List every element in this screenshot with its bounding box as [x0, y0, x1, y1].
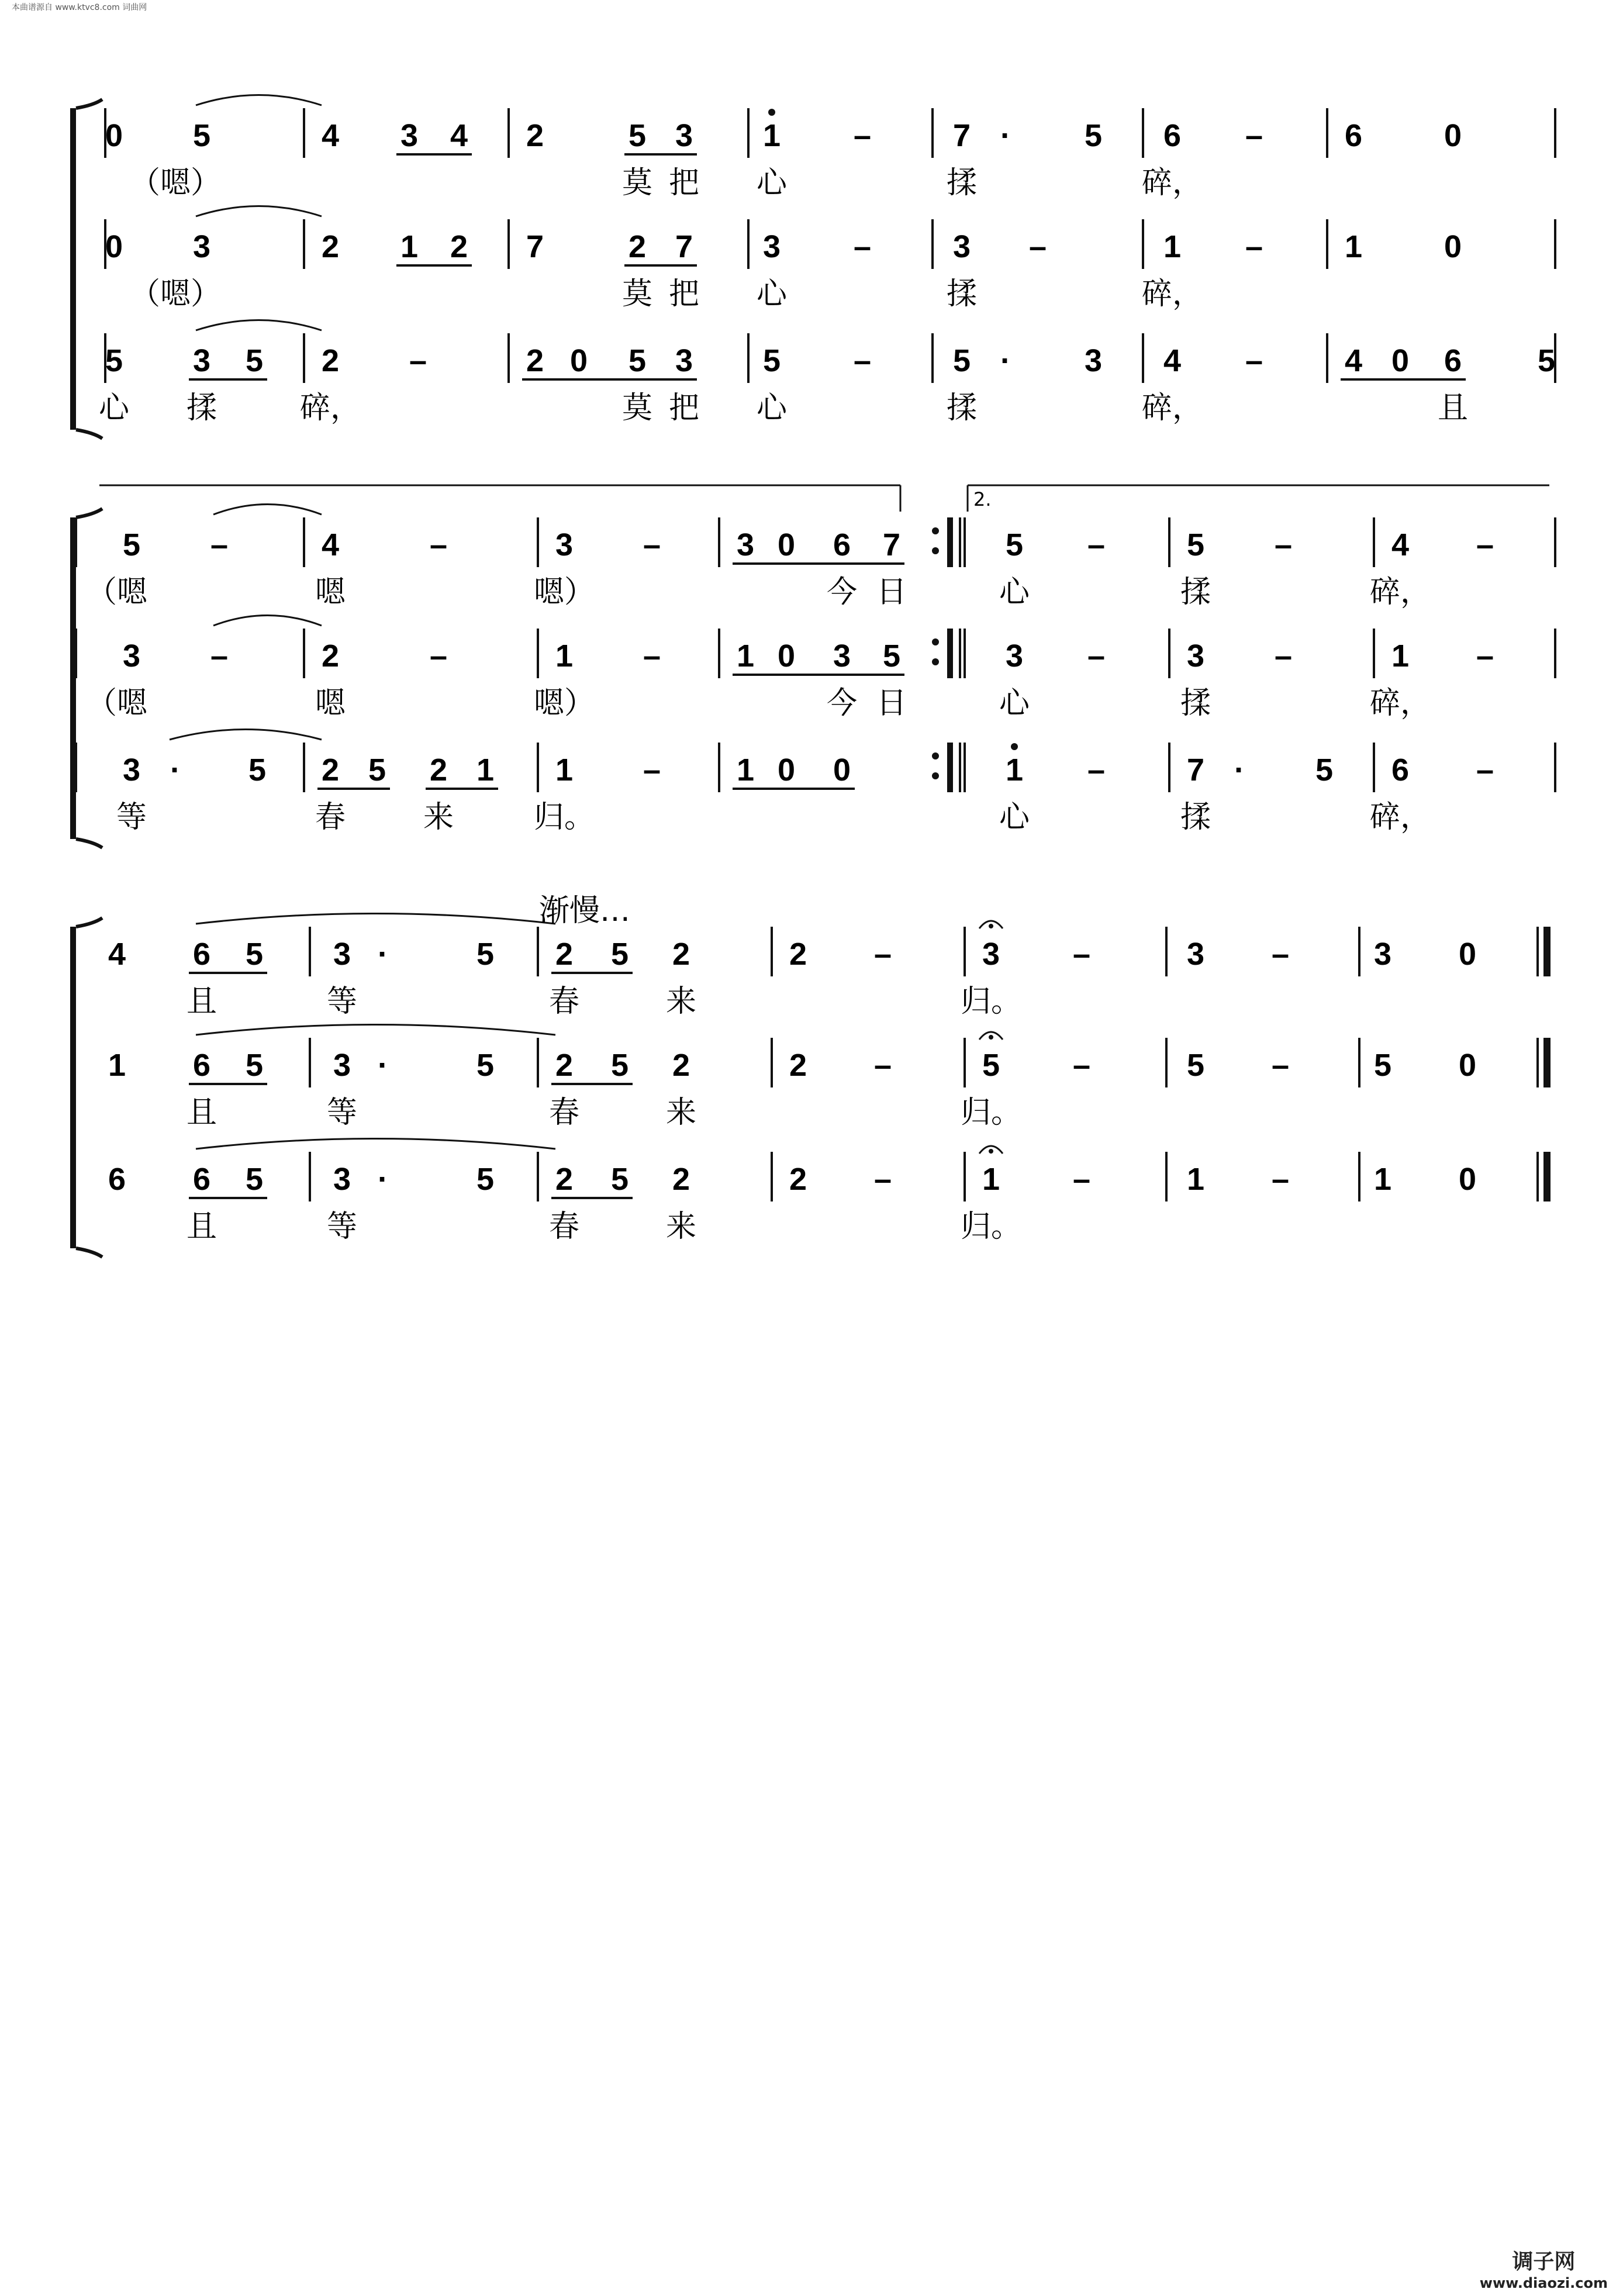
site-watermark [1480, 2245, 1608, 2291]
note: 2 [321, 343, 340, 378]
final-bar-thick [1543, 1152, 1551, 1201]
note: 4 [108, 937, 126, 972]
note: 5 [1186, 1048, 1205, 1083]
dash-note: – [1271, 1162, 1290, 1197]
repeat-dot [932, 527, 939, 534]
lyric: 嗯 [315, 686, 346, 721]
lyric: 碎， [299, 391, 361, 426]
note: 3 [192, 229, 211, 264]
note: 0 [1444, 229, 1462, 264]
note: 0 [777, 638, 796, 674]
note: 3 [675, 343, 693, 378]
dash-note: – [1072, 937, 1091, 972]
lyric: 春 [315, 800, 346, 835]
lyric: （嗯 [86, 686, 148, 721]
lyric: 日 [876, 686, 907, 721]
lyric: （嗯） [129, 165, 222, 201]
page-header-text: 本曲谱源自 www.ktvc8.com 词曲网 [12, 3, 147, 12]
note: 1 [736, 752, 755, 788]
note: 2 [672, 937, 690, 972]
final-bar-thick [1543, 927, 1551, 976]
lyric: 嗯 [315, 575, 346, 610]
lyric: 把 [668, 277, 700, 312]
slur [196, 1025, 555, 1035]
lyric: 归。 [533, 800, 595, 835]
lyric: 碎， [1369, 686, 1431, 721]
tempo-mark-rit: 渐慢… [538, 893, 631, 928]
dash-note: – [1072, 1048, 1091, 1083]
dash-note: – [873, 1048, 892, 1083]
dash-note: – [210, 527, 229, 562]
lyric: 心 [756, 391, 788, 426]
note: 4 [321, 527, 340, 562]
bracket-hook-top [76, 918, 102, 927]
lyric: 等 [326, 984, 358, 1019]
dash-note: – [873, 1162, 892, 1197]
dash-note: – [1271, 937, 1290, 972]
note: 5 [1005, 527, 1024, 562]
lyric: 归。 [960, 1095, 1022, 1130]
bracket-hook-top [76, 509, 102, 517]
repeat-dot [932, 547, 939, 554]
note: 1 [555, 638, 574, 674]
note: 2 [321, 638, 340, 674]
dot-note: · [1234, 752, 1245, 788]
lyric: 今 [826, 575, 858, 610]
note: 0 [833, 752, 851, 788]
note: 3 [675, 118, 693, 153]
dash-note: – [409, 343, 427, 378]
dash-note: – [853, 229, 872, 264]
lyric: 莫 [621, 165, 653, 201]
lyric: （嗯） [129, 277, 222, 312]
repeat-dot [932, 752, 939, 759]
lyric: 揉 [1180, 575, 1211, 610]
note: 5 [192, 118, 211, 153]
lyric: 揉 [946, 165, 978, 201]
slur [213, 505, 322, 515]
lyric: 碎， [1369, 575, 1431, 610]
lyric: 嗯） [533, 686, 595, 721]
lyric: 心 [999, 686, 1030, 721]
note: 2 [321, 752, 340, 788]
lyric: 心 [756, 277, 788, 312]
note: 6 [192, 937, 211, 972]
fermata-dot [989, 924, 993, 928]
note: 3 [982, 937, 1000, 972]
dash-note: – [1087, 638, 1106, 674]
repeat-bar-thick [947, 743, 953, 792]
note: 2 [555, 937, 574, 972]
dash-note: – [1028, 229, 1047, 264]
watermark-title: 调子网 [1512, 2250, 1576, 2274]
lyric: 来 [423, 800, 454, 835]
slur [196, 1139, 555, 1149]
note: 6 [108, 1162, 126, 1197]
note: 5 [952, 343, 971, 378]
lyric: 揉 [946, 277, 978, 312]
note: 3 [333, 1048, 351, 1083]
note: 6 [192, 1162, 211, 1197]
dash-note: – [1274, 638, 1293, 674]
dash-note: – [1245, 229, 1263, 264]
note: 2 [789, 937, 807, 972]
repeat-dot [932, 772, 939, 779]
lyric: 把 [668, 391, 700, 426]
lyric: 等 [116, 800, 147, 835]
note: 1 [1163, 229, 1182, 264]
note: 1 [400, 229, 419, 264]
note: 2 [555, 1162, 574, 1197]
note: 7 [882, 527, 901, 562]
dash-note: – [873, 937, 892, 972]
note: 5 [105, 343, 123, 378]
note: 6 [1444, 343, 1462, 378]
note: 3 [952, 229, 971, 264]
dash-note: – [210, 638, 229, 674]
lyric: 归。 [960, 1209, 1022, 1244]
dash-note: – [1476, 752, 1494, 788]
note: 2 [672, 1162, 690, 1197]
note: 5 [245, 1162, 264, 1197]
watermark-url: www.diaozi.com [1479, 2275, 1608, 2291]
note: 1 [736, 638, 755, 674]
dash-note: – [1087, 527, 1106, 562]
lyric: （嗯 [86, 575, 148, 610]
note: 5 [610, 1162, 629, 1197]
note: 5 [476, 937, 495, 972]
note: 0 [1391, 343, 1410, 378]
note: 7 [1186, 752, 1205, 788]
note: 0 [105, 118, 123, 153]
dash-note: – [1245, 118, 1263, 153]
note: 5 [248, 752, 267, 788]
dash-note: – [1476, 638, 1494, 674]
note: 5 [1084, 118, 1103, 153]
octave-dot-high [768, 109, 775, 116]
note: 5 [476, 1162, 495, 1197]
lyric: 且 [186, 1209, 217, 1244]
note: 0 [105, 229, 123, 264]
note: 4 [1344, 343, 1363, 378]
note: 7 [526, 229, 544, 264]
note: 4 [450, 118, 468, 153]
note: 3 [333, 1162, 351, 1197]
dash-note: – [1271, 1048, 1290, 1083]
note: 4 [1391, 527, 1410, 562]
note: 5 [762, 343, 781, 378]
slur [196, 320, 322, 331]
slur [196, 206, 322, 217]
note: 2 [450, 229, 468, 264]
system-bracket [70, 108, 76, 430]
note: 6 [1344, 118, 1363, 153]
note: 5 [610, 937, 629, 972]
note: 1 [1344, 229, 1363, 264]
note: 1 [108, 1048, 126, 1083]
note: 0 [1444, 118, 1462, 153]
note: 0 [569, 343, 588, 378]
repeat-dot [932, 658, 939, 665]
dash-note: – [1072, 1162, 1091, 1197]
note: 5 [1315, 752, 1334, 788]
note: 2 [628, 229, 647, 264]
bracket-hook-bottom [76, 430, 102, 439]
note: 3 [1186, 937, 1205, 972]
note: 3 [122, 752, 141, 788]
note: 2 [555, 1048, 574, 1083]
dash-note: – [643, 752, 661, 788]
note: 1 [762, 118, 781, 153]
lyric: 嗯） [533, 575, 595, 610]
lyric: 来 [665, 1209, 697, 1244]
slur [196, 95, 322, 106]
lyric: 碎， [1141, 277, 1203, 312]
note: 6 [1391, 752, 1410, 788]
note: 3 [1084, 343, 1103, 378]
note: 3 [1186, 638, 1205, 674]
lyric: 把 [668, 165, 700, 201]
note: 1 [1373, 1162, 1392, 1197]
note: 3 [1373, 937, 1392, 972]
note: 2 [321, 229, 340, 264]
note: 2 [672, 1048, 690, 1083]
lyric: 心 [999, 800, 1030, 835]
lyric: 揉 [1180, 686, 1211, 721]
lyric: 来 [665, 1095, 697, 1130]
lyric: 且 [1437, 391, 1469, 426]
note: 1 [1391, 638, 1410, 674]
bracket-hook-top [76, 99, 102, 108]
note: 1 [555, 752, 574, 788]
dot-note: · [1000, 118, 1011, 153]
note: 3 [833, 638, 851, 674]
dash-note: – [643, 638, 661, 674]
dash-note: – [643, 527, 661, 562]
lyric: 心 [756, 165, 788, 201]
note: 5 [982, 1048, 1000, 1083]
note: 4 [1163, 343, 1182, 378]
note: 5 [245, 343, 264, 378]
lyric: 等 [326, 1095, 358, 1130]
note: 5 [1373, 1048, 1392, 1083]
note: 6 [833, 527, 851, 562]
dash-note: – [429, 527, 448, 562]
final-bar-thick [1543, 1038, 1551, 1087]
note: 0 [777, 527, 796, 562]
note: 1 [1005, 752, 1024, 788]
note: 0 [777, 752, 796, 788]
dash-note: – [1476, 527, 1494, 562]
note: 5 [122, 527, 141, 562]
lyric: 碎， [1141, 165, 1203, 201]
note: 0 [1458, 1048, 1477, 1083]
note: 0 [1458, 937, 1477, 972]
dot-note: · [378, 1048, 388, 1083]
note: 3 [333, 937, 351, 972]
note: 5 [1186, 527, 1205, 562]
lyric: 春 [548, 1095, 580, 1130]
note: 2 [526, 118, 544, 153]
dot-note: · [170, 752, 181, 788]
system-bracket [70, 927, 76, 1248]
note: 4 [321, 118, 340, 153]
dash-note: – [429, 638, 448, 674]
lyric: 碎， [1141, 391, 1203, 426]
lyric: 春 [548, 1209, 580, 1244]
bracket-hook-bottom [76, 1248, 102, 1257]
lyric: 今 [826, 686, 858, 721]
lyric: 揉 [946, 391, 978, 426]
lyric: 揉 [1180, 800, 1211, 835]
note: 5 [245, 937, 264, 972]
note: 7 [952, 118, 971, 153]
volta-2-label: 2. [973, 488, 992, 510]
lyric: 心 [98, 391, 130, 426]
octave-dot-high [1011, 743, 1018, 750]
note: 6 [1163, 118, 1182, 153]
note: 5 [476, 1048, 495, 1083]
note: 3 [122, 638, 141, 674]
dot-note: · [1000, 343, 1011, 378]
note: 3 [555, 527, 574, 562]
repeat-bar-thick [947, 517, 953, 567]
note: 5 [368, 752, 386, 788]
note: 3 [762, 229, 781, 264]
note: 3 [400, 118, 419, 153]
note: 5 [245, 1048, 264, 1083]
lyric: 心 [999, 575, 1030, 610]
dot-note: · [378, 937, 388, 972]
note: 2 [429, 752, 448, 788]
note: 5 [628, 118, 647, 153]
note: 5 [882, 638, 901, 674]
dash-note: – [853, 118, 872, 153]
lyric: 春 [548, 984, 580, 1019]
lyric: 归。 [960, 984, 1022, 1019]
repeat-dot [932, 638, 939, 645]
fermata-dot [989, 1149, 993, 1154]
note: 5 [628, 343, 647, 378]
slur [196, 914, 555, 924]
note: 3 [192, 343, 211, 378]
note: 2 [789, 1162, 807, 1197]
lyric: 碎， [1369, 800, 1431, 835]
note: 5 [1537, 343, 1556, 378]
dash-note: – [1087, 752, 1106, 788]
fermata-dot [989, 1035, 993, 1040]
dash-note: – [1245, 343, 1263, 378]
note: 5 [610, 1048, 629, 1083]
lyric: 揉 [186, 391, 217, 426]
dash-note: – [1274, 527, 1293, 562]
note: 6 [192, 1048, 211, 1083]
lyric: 莫 [621, 391, 653, 426]
lyric: 莫 [621, 277, 653, 312]
note: 1 [1186, 1162, 1205, 1197]
lyric: 等 [326, 1209, 358, 1244]
dot-note: · [378, 1162, 388, 1197]
lyric: 且 [186, 1095, 217, 1130]
bracket-hook-bottom [76, 839, 102, 848]
note: 2 [526, 343, 544, 378]
slur [170, 730, 322, 740]
repeat-bar-thick [947, 629, 953, 678]
note: 0 [1458, 1162, 1477, 1197]
lyric: 且 [186, 984, 217, 1019]
note: 3 [1005, 638, 1024, 674]
dash-note: – [853, 343, 872, 378]
note: 1 [476, 752, 495, 788]
note: 1 [982, 1162, 1000, 1197]
note: 2 [789, 1048, 807, 1083]
note: 7 [675, 229, 693, 264]
lyric: 来 [665, 984, 697, 1019]
note: 3 [736, 527, 755, 562]
slur [213, 616, 322, 626]
lyric: 日 [876, 575, 907, 610]
